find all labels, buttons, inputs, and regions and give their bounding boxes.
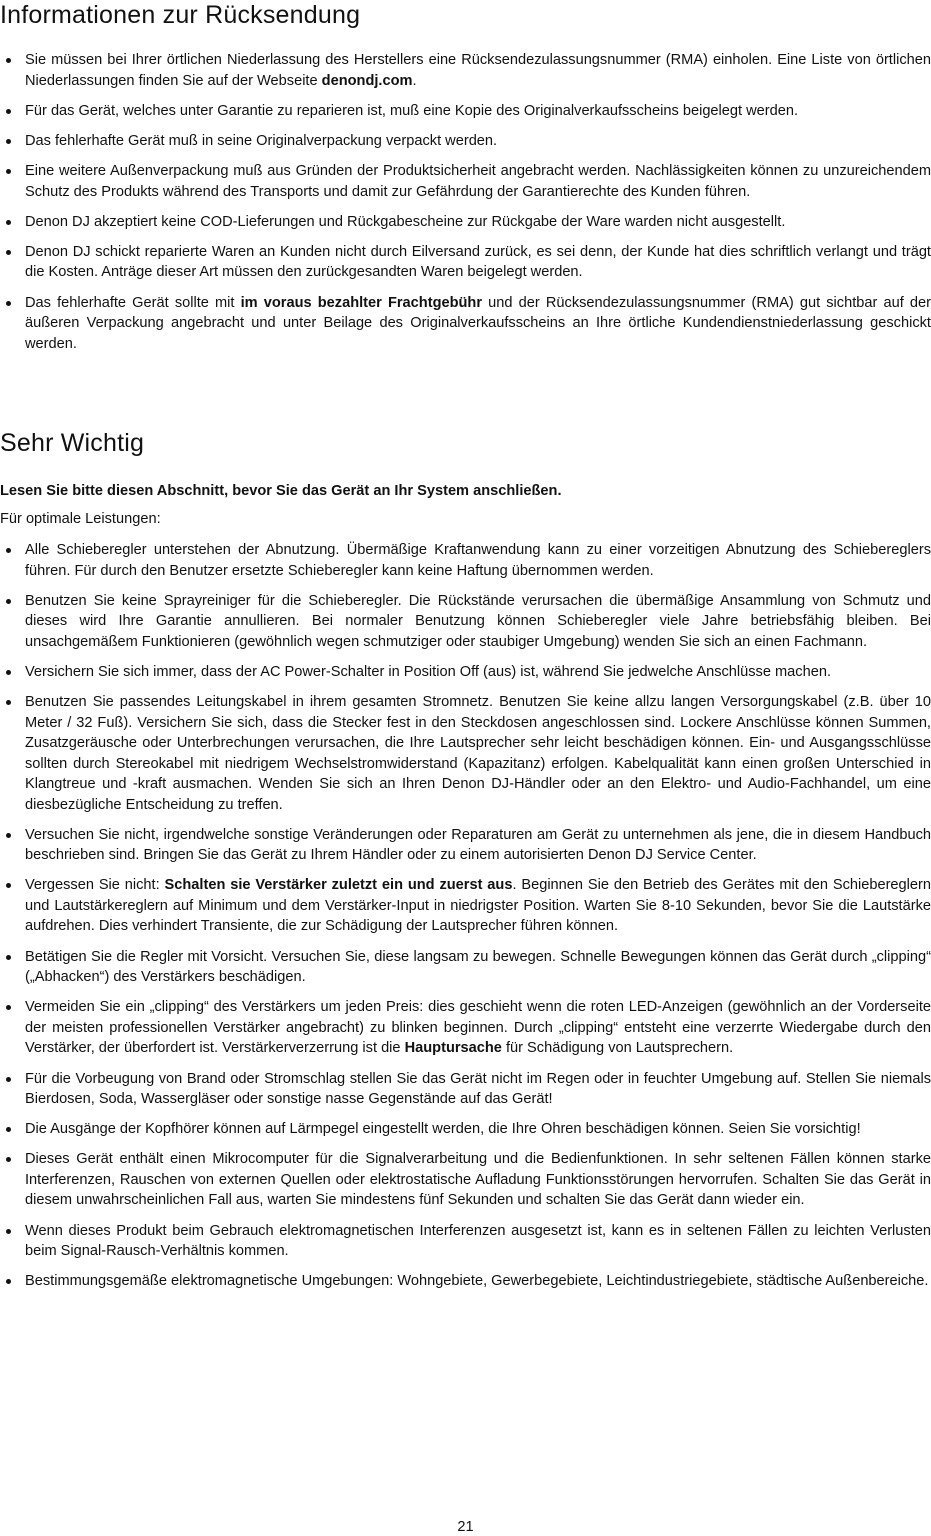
list-item-text: Alle Schieberegler unterstehen der Abnutzung. Übermäßige Kraftanwendung kann zu einer vorzeitigen Abnutzung des Schiebereglers führen. Für durch den Benutzer ersetzte Schieberegler kann keine Haftung übernommen werden. [25, 542, 931, 579]
list-item [0, 540, 931, 581]
list-item [0, 825, 931, 866]
list-item-text: Vermeiden Sie ein „clipping“ des Verstärkers um jeden Preis: dies geschieht wenn die roten LED-Anzeigen (gewöhnlich an der Vorderseite der meisten professionellen Verstärker angebracht) zu blinken beginnen. Durch „clipping“ entsteht eine verzerrte Wiedergabe durch den Verstärker, der überfordert ist. Verstärkerverzerrung ist die [25, 999, 931, 1057]
list-item-text: Betätigen Sie die Regler mit Vorsicht. Versuchen Sie, diese langsam zu bewegen. Schnelle Bewegungen können das Gerät durch „clipping“ („Abhacken“) des Verstärkers beschädigen. [25, 948, 931, 986]
list-item-emphasis: im voraus bezahlter Frachtgebühr [240, 294, 483, 311]
list-item-text: Das fehlerhafte Gerät muß in seine Originalverpackung verpackt werden. [25, 132, 498, 149]
returns-bullet-list [0, 50, 931, 364]
list-item-text: Wenn dieses Produkt beim Gebrauch elektromagnetischen Interferenzen ausgesetzt ist, kann es in seltenen Fällen zu leichten Verlusten beim Signal-Rausch-Verhältnis kommen. [25, 1222, 931, 1260]
list-item [0, 947, 931, 988]
list-item-emphasis: Schalten sie Verstärker zuletzt ein und zuerst aus [164, 877, 513, 894]
list-item [0, 242, 931, 283]
list-item-text: Vergessen Sie nicht: [25, 877, 165, 894]
section-title-important: Sehr Wichtig [0, 429, 145, 457]
list-item [0, 591, 931, 653]
list-item [0, 1221, 931, 1262]
intro-bold-text: Lesen Sie bitte diesen Abschnitt, bevor Sie das Gerät an Ihr System anschließen. [0, 483, 562, 499]
list-item [0, 1149, 931, 1211]
list-item [0, 101, 931, 122]
list-item-text: Benutzen Sie keine Sprayreiniger für die Schieberegler. Die Rückstände verursachen die übermäßige Ansammlung von Schmutz und dieses wird Ihre Garantie annullieren. Bei normaler Benutzung können Schieberegler viele Jahre betriebsfähig bleiben. Bei unsachgemäßem Funktionieren (gewöhnlich wegen schmutziger oder staubiger Umgebung) wenden Sie sich an einen Fachmann. [25, 592, 931, 650]
list-item [0, 692, 931, 815]
list-item [0, 161, 931, 202]
list-item-text: Eine weitere Außenverpackung muß aus Gründen der Produktsicherheit angebracht werden. Nachlässigkeiten können zu unzureichendem Schutz des Produkts während des Transports und damit zur Gefährdung der Garantierechte des Kunden führen. [25, 163, 931, 200]
list-item-text: Bestimmungsgemäße elektromagnetische Umgebungen: Wohngebiete, Gewerbegebiete, Leichtindustriegebiete, städtische Außenbereiche. [25, 1273, 929, 1290]
list-item-text: Dieses Gerät enthält einen Mikrocomputer für die Signalverarbeitung und die Bedienfunktionen. In sehr seltenen Fällen können starke Interferenzen, Rauschen von externen Quellen oder elektrostatische Aufladung Funktionsstörungen hervorrufen. Schalten Sie das Gerät in diesem unwahrscheinlichen Fall aus, warten Sie mindestens fünf Sekunden und schalten Sie das Gerät dann wieder ein. [25, 1151, 931, 1209]
list-item-text: Denon DJ akzeptiert keine COD-Lieferungen und Rückgabescheine zur Rückgabe der Ware warden nicht ausgestellt. [25, 213, 786, 230]
list-item-text: für Schädigung von Lautsprechern. [501, 1040, 734, 1057]
list-item-text: Sie müssen bei Ihrer örtlichen Niederlassung des Herstellers eine Rücksendezulassungsnummer (RMA) einholen. Eine Liste von örtlichen Niederlassungen finden Sie auf der Webseite [25, 52, 931, 89]
intro-text: Für optimale Leistungen: [0, 511, 161, 527]
list-item-text: Denon DJ schickt reparierte Waren an Kunden nicht durch Eilversand zurück, es sei denn, der Kunde hat dies schriftlich verlangt und trägt die Kosten. Anträge dieser Art müssen den zurückgesandten Waren beigelegt werden. [25, 243, 931, 281]
website-link-text: denondj.com [321, 72, 413, 89]
list-item-emphasis: Hauptursache [404, 1040, 502, 1057]
list-item [0, 131, 931, 152]
list-item [0, 1271, 931, 1292]
list-item [0, 875, 931, 937]
list-item [0, 1119, 931, 1140]
list-item-text: Versuchen Sie nicht, irgendwelche sonstige Veränderungen oder Reparaturen am Gerät zu unternehmen als jene, die in diesem Handbuch beschrieben sind. Bringen Sie das Gerät zu Ihrem Händler oder zu einem autorisierten Denon DJ Service Center. [25, 826, 931, 864]
list-item-text: Die Ausgänge der Kopfhörer können auf Lärmpegel eingestellt werden, die Ihre Ohren beschädigen können. Seien Sie vorsichtig! [25, 1121, 861, 1138]
list-item-text: Das fehlerhafte Gerät sollte mit [25, 294, 241, 311]
list-item-text: Für das Gerät, welches unter Garantie zu reparieren ist, muß eine Kopie des Originalverkaufsscheins beigelegt werden. [25, 102, 799, 119]
list-item [0, 212, 931, 233]
list-item [0, 293, 931, 355]
list-item-text: . [412, 72, 417, 89]
list-item [0, 997, 931, 1059]
list-item-text: . Beginnen Sie den Betrieb des Gerätes mit den Schiebereglern und Lautstärkereglern auf Minimum und dem Verstärker-Input in niedrigster Position. Warten Sie 8-10 Sekunden, bevor Sie die Lautstärke aufdrehen. Dies verhindert Transiente, die zur Schädigung der Lautsprecher führen können. [25, 877, 931, 935]
list-item-text: Für die Vorbeugung von Brand oder Stromschlag stellen Sie das Gerät nicht im Regen oder in feuchter Umgebung auf. Stellen Sie niemals Bierdosen, Soda, Wassergläser oder sonstige nasse Gegenstände auf das Gerät! [25, 1070, 931, 1107]
list-item-text: und der Rücksendezulassungsnummer (RMA) gut sichtbar auf der äußeren Verpackung angebracht und unter Beilage des Originalverkaufsscheins an Ihre örtliche Kundendienstniederlassung geschickt werden. [25, 294, 931, 352]
list-item [0, 1069, 931, 1110]
section-title-returns: Informationen zur Rücksendung [0, 1, 361, 29]
list-item-text: Versichern Sie sich immer, dass der AC Power-Schalter in Position Off (aus) ist, während Sie jedwelche Anschlüsse machen. [25, 663, 831, 680]
list-item-text: Benutzen Sie passendes Leitungskabel in ihrem gesamten Stromnetz. Benutzen Sie keine allzu langen Versorgungskabel (z.B. über 10 Meter / 32 Fuß). Versichern Sie sich, dass die Stecker fest in den Steckdosen angeschlossen sind. Lockere Anschlüsse können Summen, Zusatzgeräusche oder Unterbrechungen verursachen, die Ihre Lautsprecher sehr leicht beschädigen können. Ein- und Ausgangsschlüsse sollten durch Stereokabel mit niedrigem Wechselstromwiderstand (Kapazitanz) erfolgen. Kabelqualität kann einen großen Unterschied in Klangtreue und -kraft ausmachen. Wenden Sie sich an Ihren Denon DJ-Händler oder an den Elektro- und Audio-Fachhandel, um eine diesbezügliche Entscheidung zu treffen. [25, 694, 931, 813]
important-bullet-list [0, 540, 931, 1301]
list-item [0, 50, 931, 91]
page-number: 21 [457, 1519, 474, 1535]
list-item [0, 662, 931, 683]
